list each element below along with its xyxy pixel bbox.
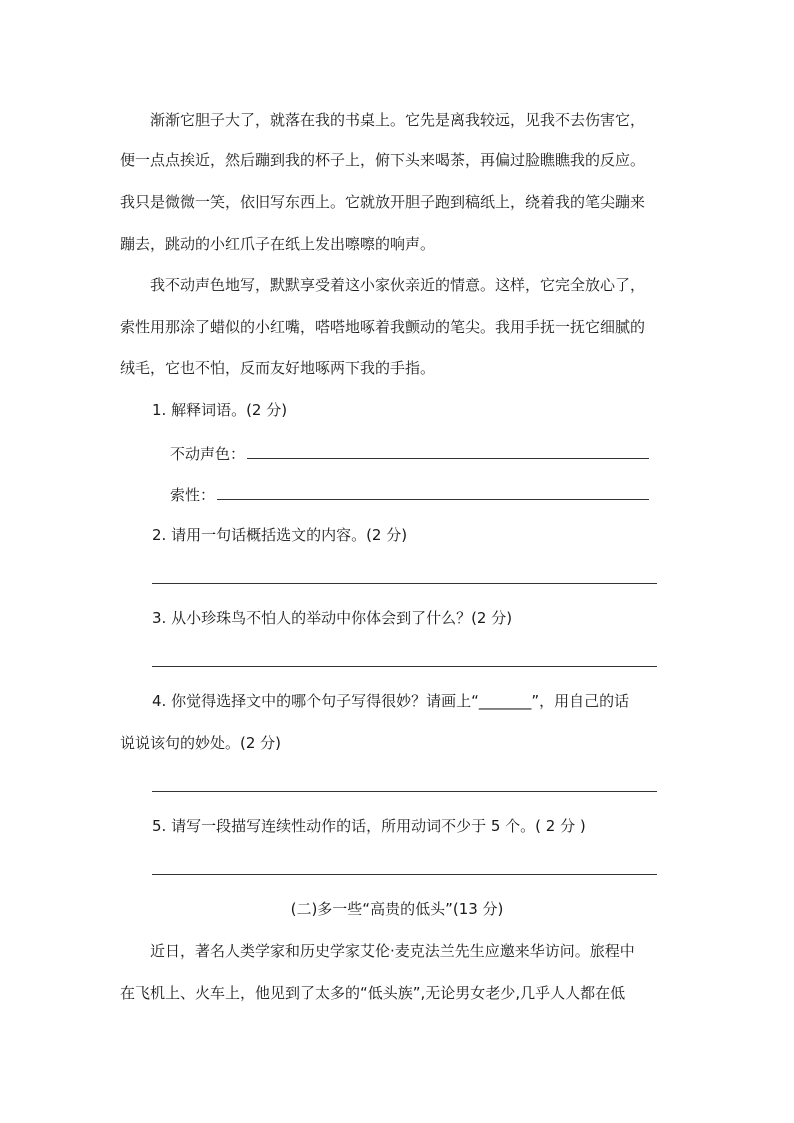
- passage1-p1-line1: 渐渐它胆子大了，就落在我的书桌上。它先是离我较远，见我不去伤害它，: [150, 111, 646, 129]
- section2-line1: 近日，著名人类学家和历史学家艾伦·麦克法兰先生应邀来华访问。旅程中: [150, 942, 635, 960]
- answer-line-5[interactable]: [152, 874, 657, 875]
- passage1-p2-line2: 索性用那涂了蜡似的小红嘴，嗒嗒地啄着我颤动的笔尖。我用手抚一抚它细腻的: [120, 318, 646, 336]
- question-3: 3. 从小珍珠鸟不怕人的举动中你体会到了什么？(2 分): [152, 609, 513, 627]
- question-1a-label: 不动声色：: [170, 445, 246, 463]
- passage1-p2-line1: 我不动声色地写，默默享受着这小家伙亲近的情意。这样，它完全放心了，: [150, 276, 646, 294]
- answer-blank-1a[interactable]: [247, 442, 649, 459]
- question-1b-row: [170, 483, 649, 505]
- section2-line2: 在飞机上、火车上，他见到了太多的“低头族”,无论男女老少,几乎人人都在低: [120, 984, 626, 1002]
- question-4-line2: 说说该句的妙处。(2 分): [120, 734, 282, 752]
- section2-title: (二)多一些“高贵的低头”(13 分): [290, 900, 504, 918]
- passage1-p1-line4: 蹦去，跳动的小红爪子在纸上发出嚓嚓的响声。: [120, 235, 436, 253]
- question-1a-row: [170, 442, 649, 464]
- passage1-p1-line2: 便一点点挨近，然后蹦到我的杯子上，俯下头来喝茶，再偏过脸瞧瞧我的反应。: [120, 151, 646, 169]
- answer-line-2[interactable]: [152, 583, 657, 584]
- question-2: 2. 请用一句话概括选文的内容。(2 分): [152, 526, 408, 544]
- answer-line-4[interactable]: [152, 791, 657, 792]
- question-1: 1. 解释词语。(2 分): [152, 401, 288, 419]
- answer-line-3[interactable]: [152, 666, 657, 667]
- passage1-p1-line3: 我只是微微一笑，依旧写东西上。它就放开胆子跑到稿纸上，绕着我的笔尖蹦来: [120, 193, 646, 211]
- passage1-p2-line3: 绒毛，它也不怕，反而友好地啄两下我的手指。: [120, 359, 436, 377]
- question-1b-label: 索性：: [170, 486, 216, 504]
- question-4-line1: 4. 你觉得选择文中的哪个句子写得很妙？请画上“_______”，用自己的话: [152, 692, 630, 710]
- answer-blank-1b[interactable]: [217, 483, 649, 500]
- question-5: 5. 请写一段描写连续性动作的话，所用动词不少于 5 个。( 2 分 ): [152, 817, 586, 835]
